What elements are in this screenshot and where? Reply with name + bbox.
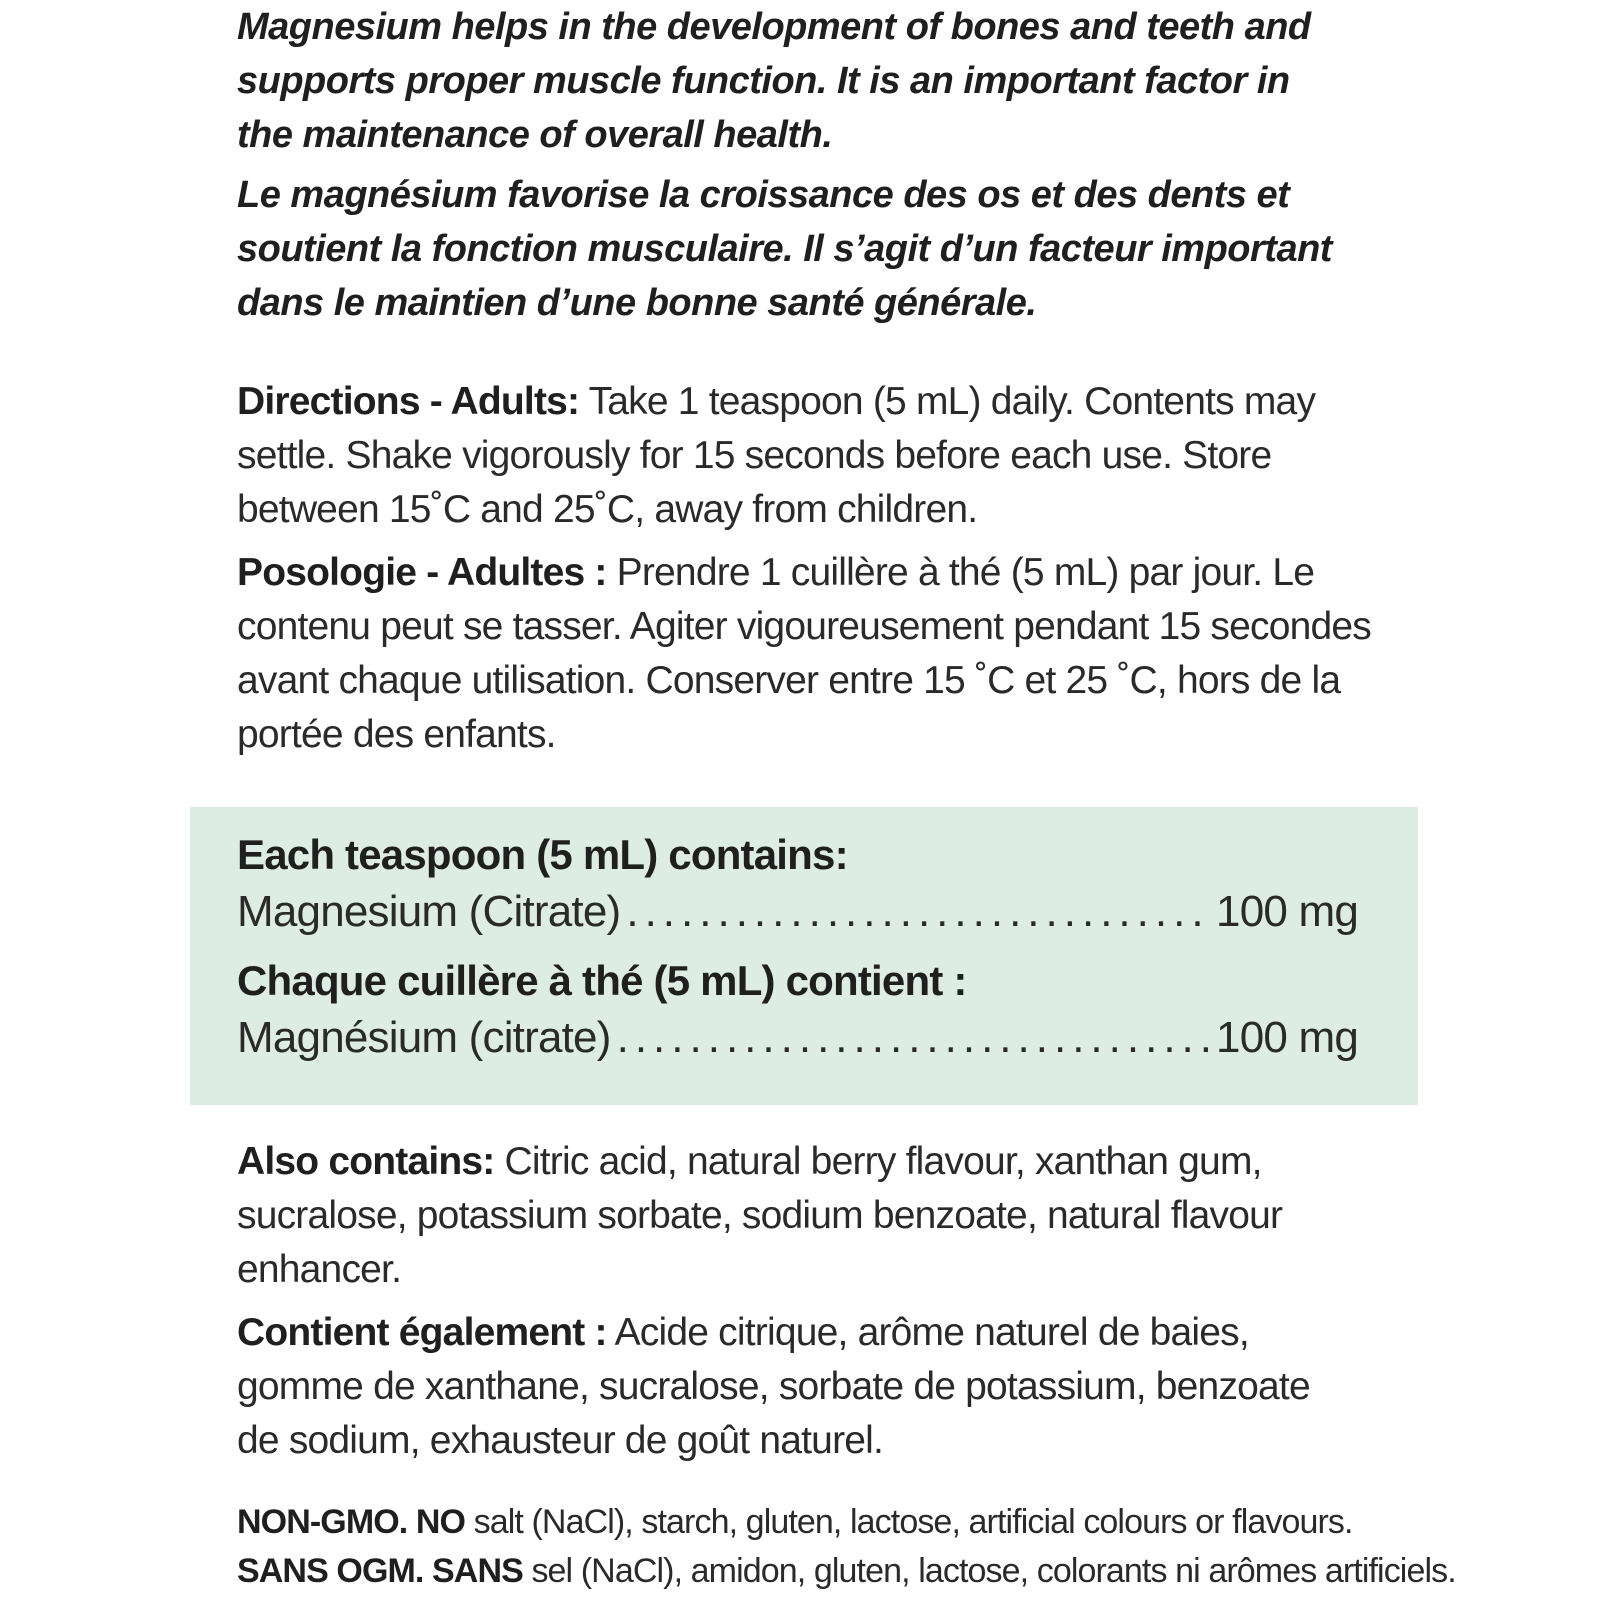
directions-fr-line-4: portée des enfants. — [237, 713, 556, 756]
directions-fr-text-1: Prendre 1 cuillère à thé (5 mL) par jour. Le — [606, 551, 1315, 594]
claim-fr-line-3: dans le maintien d’une bonne santé générale. — [237, 282, 1037, 324]
also-contains-en-text-1: Citric acid, natural berry flavour, xanthan gum, — [494, 1140, 1262, 1183]
ingredient-name-en: Magnesium (Citrate) — [237, 887, 621, 936]
ingredient-name-fr: Magnésium (citrate) — [237, 1013, 611, 1062]
directions-en-line-2: settle. Shake vigorously for 15 seconds before each use. Store — [237, 434, 1272, 477]
directions-en-label: Directions - Adults: — [237, 380, 580, 423]
also-contains-fr-text-1: Acide citrique, arôme naturel de baies, — [606, 1311, 1249, 1354]
free-from-fr-text: sel (NaCl), amidon, gluten, lactose, colorants ni arômes artificiels. — [522, 1552, 1456, 1590]
claim-fr-line-1: Le magnésium favorise la croissance des os et des dents et — [237, 174, 1290, 216]
directions-fr-label: Posologie - Adultes : — [237, 551, 607, 594]
claim-en-line-1: Magnesium helps in the development of bones and teeth and — [237, 6, 1311, 48]
panel-heading-fr: Chaque cuillère à thé (5 mL) contient : — [237, 957, 967, 1004]
directions-fr-line-2: contenu peut se tasser. Agiter vigoureusement pendant 15 secondes — [237, 605, 1371, 648]
claim-en-line-3: the maintenance of overall health. — [237, 114, 833, 156]
also-contains-fr-line-3: de sodium, exhausteur de goût naturel. — [237, 1419, 884, 1462]
also-contains-fr-line-1 — [237, 1306, 1249, 1360]
ingredient-row-fr — [237, 1013, 1358, 1073]
also-contains-fr-line-2: gomme de xanthane, sucralose, sorbate de potassium, benzoate — [237, 1365, 1310, 1408]
panel-heading-en: Each teaspoon (5 mL) contains: — [237, 831, 848, 878]
also-contains-en-line-2: sucralose, potassium sorbate, sodium benzoate, natural flavour — [237, 1194, 1283, 1237]
ingredient-amount-en: 100 mg — [1216, 887, 1358, 936]
ingredient-row-en — [237, 887, 1358, 947]
directions-en-text-1: Take 1 teaspoon (5 mL) daily. Contents may — [579, 380, 1316, 423]
dot-leader — [626, 887, 1210, 937]
dot-leader — [617, 1013, 1210, 1063]
non-gmo-en: NON-GMO. — [237, 1503, 408, 1541]
free-from-en-text: salt (NaCl), starch, gluten, lactose, artificial colours or flavours. — [465, 1503, 1353, 1541]
also-contains-en-line-1 — [237, 1135, 1262, 1189]
claim-fr-line-2: soutient la fonction musculaire. Il s’agit d’un facteur important — [237, 228, 1332, 270]
no-en: NO — [407, 1503, 466, 1541]
directions-fr-line-3: avant chaque utilisation. Conserver entre 15 ˚C et 25 ˚C, hors de la — [237, 659, 1341, 702]
no-fr: SANS — [423, 1552, 523, 1590]
directions-en-line-1 — [237, 375, 1315, 429]
free-from-en — [237, 1499, 1353, 1545]
also-contains-en-line-3: enhancer. — [237, 1248, 402, 1291]
directions-en-line-3: between 15˚C and 25˚C, away from children. — [237, 488, 978, 531]
ingredient-amount-fr: 100 mg — [1216, 1013, 1358, 1062]
free-from-fr — [237, 1548, 1456, 1594]
claim-en-line-2: supports proper muscle function. It is an important factor in — [237, 60, 1290, 102]
also-contains-en-label: Also contains: — [237, 1140, 495, 1183]
directions-fr-line-1 — [237, 546, 1314, 600]
also-contains-fr-label: Contient également : — [237, 1311, 607, 1354]
non-gmo-fr: SANS OGM. — [237, 1552, 424, 1590]
